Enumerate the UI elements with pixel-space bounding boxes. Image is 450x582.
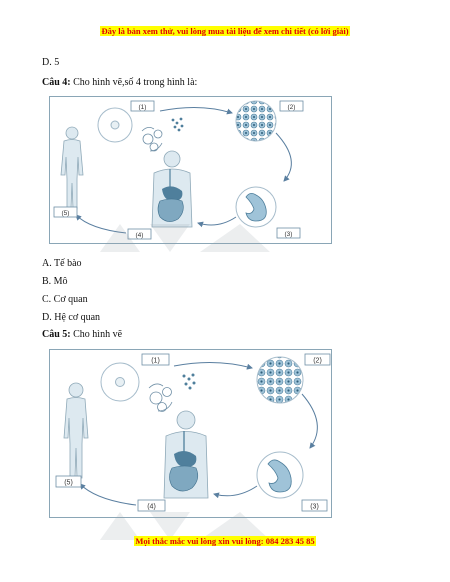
figure-label-5: (5) (64, 479, 73, 487)
question-5-text: Cho hình vẽ (70, 329, 123, 340)
figure-label-3: (3) (310, 503, 319, 511)
footer-notice: Mọi thắc mắc vui lòng xin vui lòng: 084 283 45 85 (135, 536, 315, 546)
option-b: B. Mô (42, 276, 68, 287)
figure-label-4: (4) (135, 232, 144, 239)
question-5 (42, 329, 122, 341)
tissue-icon (257, 357, 303, 403)
watermark-logo (100, 222, 270, 252)
figure-label-2: (2) (287, 104, 296, 111)
cell-division-icon (149, 384, 172, 412)
human-body-icon (61, 127, 83, 209)
figure-label-2: (2) (313, 357, 322, 365)
figure-label-5: (5) (61, 210, 70, 217)
option-d: D. Hệ cơ quan (42, 312, 101, 323)
question-4-label: Câu 4: (42, 77, 71, 88)
digestive-system-icon (152, 151, 192, 227)
biology-figure-2 (49, 349, 332, 518)
option-a: A. Tế bào (42, 258, 82, 269)
question-4-text: Cho hình vẽ,số 4 trong hình là: (70, 77, 198, 88)
option-c: C. Cơ quan (42, 294, 88, 305)
digestive-system-icon (164, 411, 208, 498)
figure-label-3: (3) (284, 231, 293, 238)
figure-label-1: (1) (138, 104, 147, 111)
header-notice: Đây là bản xem thử, vui lòng mua tài liệu để xem chi tiết (có lời giải) (101, 26, 349, 36)
figure-label-4: (4) (147, 503, 156, 511)
figure-label-1: (1) (151, 357, 160, 365)
question-5-label: Câu 5: (42, 329, 71, 340)
tissue-icon (236, 101, 276, 141)
cell-division-icon (142, 127, 162, 151)
cell-cluster-icon (172, 118, 184, 132)
question-4 (42, 77, 197, 89)
previous-option-d: D. 5 (42, 57, 60, 68)
cell-cluster-icon (183, 374, 196, 390)
human-body-icon (64, 383, 88, 478)
